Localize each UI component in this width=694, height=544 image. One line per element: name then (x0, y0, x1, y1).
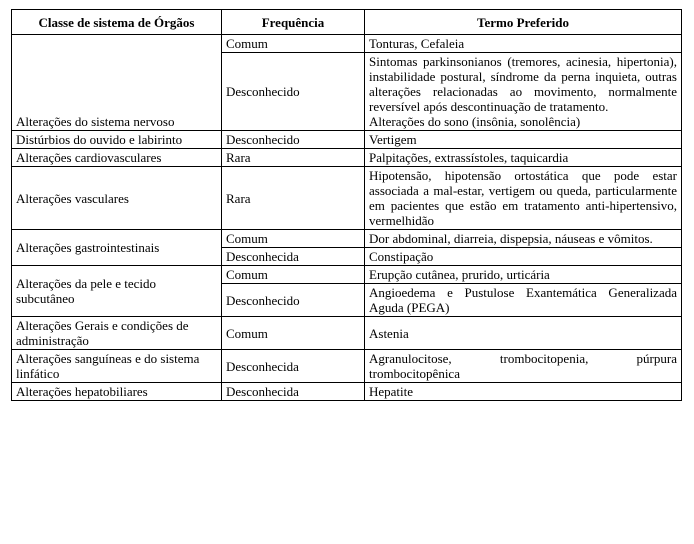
frequency-cell: Rara (222, 167, 365, 230)
table-row (12, 35, 682, 53)
frequency-cell: Comum (222, 35, 365, 53)
frequency-cell: Rara (222, 149, 365, 167)
term-cell: Constipação (365, 248, 682, 266)
header-organ-class: Classe de sistema de Órgãos (12, 10, 222, 35)
table-row (12, 149, 682, 167)
header-frequency: Frequência (222, 10, 365, 35)
term-cell: Hipotensão, hipotensão ortostática que pode estar associada a mal-estar, vertigem ou queda, particularmente em pacientes que estão em tratamento anti-hipertensivo, vermelhidão (365, 167, 682, 230)
frequency-cell: Desconhecido (222, 284, 365, 317)
term-cell: Vertigem (365, 131, 682, 149)
term-cell: Hepatite (365, 383, 682, 401)
term-text-secondary: Alterações do sono (insônia, sonolência) (369, 114, 581, 129)
table-row (12, 131, 682, 149)
table-row (12, 383, 682, 401)
header-preferred-term: Termo Preferido (365, 10, 682, 35)
organ-class-cell: Alterações hepatobiliares (12, 383, 222, 401)
table-row (12, 167, 682, 230)
table-row (12, 350, 682, 383)
term-cell: Erupção cutânea, prurido, urticária (365, 266, 682, 284)
organ-class-cell: Alterações do sistema nervoso (12, 35, 222, 131)
frequency-cell: Comum (222, 317, 365, 350)
frequency-cell: Desconhecida (222, 383, 365, 401)
term-cell: Palpitações, extrassístoles, taquicardia (365, 149, 682, 167)
table-row (12, 317, 682, 350)
frequency-cell: Comum (222, 266, 365, 284)
term-cell: Dor abdominal, diarreia, dispepsia, náuseas e vômitos. (365, 230, 682, 248)
table-row (12, 266, 682, 284)
frequency-cell: Desconhecido (222, 131, 365, 149)
term-text: Sintomas parkinsonianos (tremores, acinesia, hipertonia), instabilidade postural, síndrome da perna inquieta, outras alterações relacionadas ao movimento, normalmente reversível após descontinuação de tratamento. (369, 54, 677, 114)
organ-class-cell: Alterações gastrointestinais (12, 230, 222, 266)
frequency-cell: Comum (222, 230, 365, 248)
frequency-cell: Desconhecida (222, 350, 365, 383)
organ-class-cell: Alterações Gerais e condições de administração (12, 317, 222, 350)
organ-class-cell: Alterações cardiovasculares (12, 149, 222, 167)
header-row (12, 10, 682, 35)
organ-class-cell: Alterações vasculares (12, 167, 222, 230)
term-cell: Astenia (365, 317, 682, 350)
frequency-cell: Desconhecido (222, 53, 365, 131)
term-cell: Angioedema e Pustulose Exantemática Generalizada Aguda (PEGA) (365, 284, 682, 317)
frequency-cell: Desconhecida (222, 248, 365, 266)
table-row (12, 230, 682, 248)
adverse-reactions-table (11, 9, 682, 401)
organ-class-cell: Distúrbios do ouvido e labirinto (12, 131, 222, 149)
organ-class-cell: Alterações da pele e tecido subcutâneo (12, 266, 222, 317)
organ-class-cell: Alterações sanguíneas e do sistema linfático (12, 350, 222, 383)
term-cell: Tonturas, Cefaleia (365, 35, 682, 53)
term-cell: Agranulocitose, trombocitopenia, púrpura trombocitopênica (365, 350, 682, 383)
term-cell (365, 53, 682, 131)
